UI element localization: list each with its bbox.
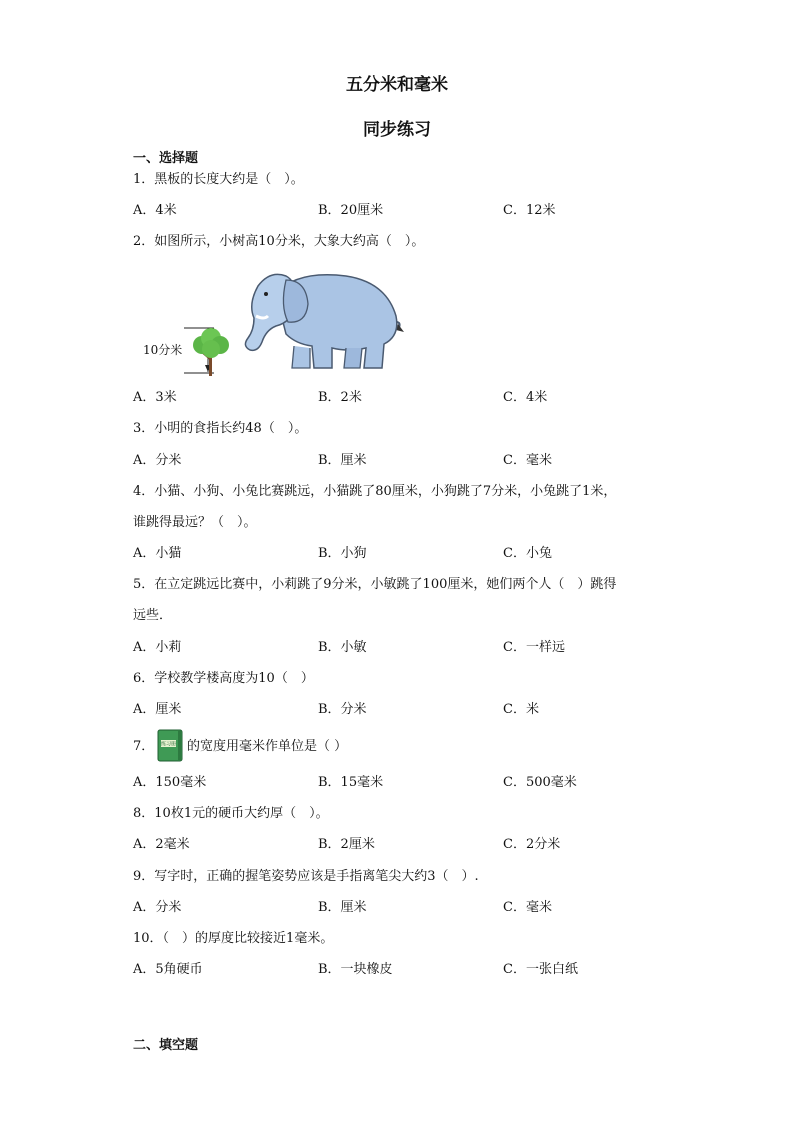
- q1-option-c: C．12米: [503, 203, 556, 218]
- question-2: 2．如图所示，小树高10分米，大象大约高（ ）。: [133, 234, 425, 249]
- q4-option-b: B．小狗: [318, 546, 367, 561]
- question-1: 1．黑板的长度大约是（ ）。: [133, 172, 304, 187]
- question-7-number: 7．: [133, 739, 155, 754]
- q10-option-b: B．一块橡皮: [318, 962, 393, 977]
- q1-option-a: A．4米: [133, 203, 177, 218]
- q8-option-a: A．2毫米: [133, 837, 190, 852]
- q6-option-a: A．厘米: [133, 702, 182, 717]
- q7-option-c: C．500毫米: [503, 775, 577, 790]
- q8-option-c: C．2分米: [503, 837, 561, 852]
- q5-option-b: B．小敏: [318, 640, 367, 655]
- q8-option-b: B．2厘米: [318, 837, 375, 852]
- workbook-cover-text: 练习册: [160, 741, 177, 748]
- q4-option-c: C．小兔: [503, 546, 552, 561]
- question-5-line-1: 5．在立定跳远比赛中，小莉跳了9分米，小敏跳了100厘米，她们两个人（ ）跳得: [133, 577, 617, 592]
- tree-icon: [190, 327, 232, 377]
- question-3: 3．小明的食指长约48（ ）。: [133, 421, 308, 436]
- q5-option-a: A．小莉: [133, 640, 182, 655]
- tree-height-label: 10分米: [143, 343, 183, 357]
- q5-option-c: C．一样远: [503, 640, 565, 655]
- question-4-line-2: 谁跳得最远？（ ）。: [133, 515, 257, 530]
- q10-option-a: A．5角硬币: [133, 962, 203, 977]
- question-5-line-2: 远些．: [133, 608, 173, 623]
- q1-option-b: B．20厘米: [318, 203, 384, 218]
- q2-option-b: B．2米: [318, 390, 362, 405]
- section-heading-choice: 一、选择题: [133, 151, 199, 166]
- question-9: 9．写字时，正确的握笔姿势应该是手指离笔尖大约3（ ）.: [133, 869, 479, 884]
- question-4-line-1: 4．小猫、小狗、小兔比赛跳远，小猫跳了80厘米，小狗跳了7分米，小兔跳了1米，: [133, 484, 617, 499]
- elephant-icon: [236, 264, 406, 376]
- q10-option-c: C．一张白纸: [503, 962, 578, 977]
- page-title: 五分米和毫米: [346, 75, 448, 95]
- q2-option-c: C．4米: [503, 390, 548, 405]
- section-heading-fill: 二、填空题: [133, 1038, 199, 1053]
- question-7: 的宽度用毫米作单位是（ ）: [187, 739, 348, 754]
- page-subtitle: 同步练习: [363, 120, 431, 140]
- q3-option-b: B．厘米: [318, 453, 367, 468]
- q4-option-a: A．小猫: [133, 546, 182, 561]
- q6-option-c: C．米: [503, 702, 539, 717]
- q9-option-c: C．毫米: [503, 900, 552, 915]
- q7-option-b: B．15毫米: [318, 775, 384, 790]
- q3-option-a: A．分米: [133, 453, 182, 468]
- q2-option-a: A．3米: [133, 390, 177, 405]
- question-6: 6．学校教学楼高度为10（ ）: [133, 671, 314, 686]
- question-10: 10．（ ）的厚度比较接近1毫米。: [133, 931, 334, 946]
- q6-option-b: B．分米: [318, 702, 367, 717]
- q9-option-b: B．厘米: [318, 900, 367, 915]
- workbook-icon: [156, 728, 186, 764]
- q9-option-a: A．分米: [133, 900, 182, 915]
- question-8: 8．10枚1元的硬币大约厚（ ）。: [133, 806, 329, 821]
- q3-option-c: C．毫米: [503, 453, 552, 468]
- q7-option-a: A．150毫米: [133, 775, 207, 790]
